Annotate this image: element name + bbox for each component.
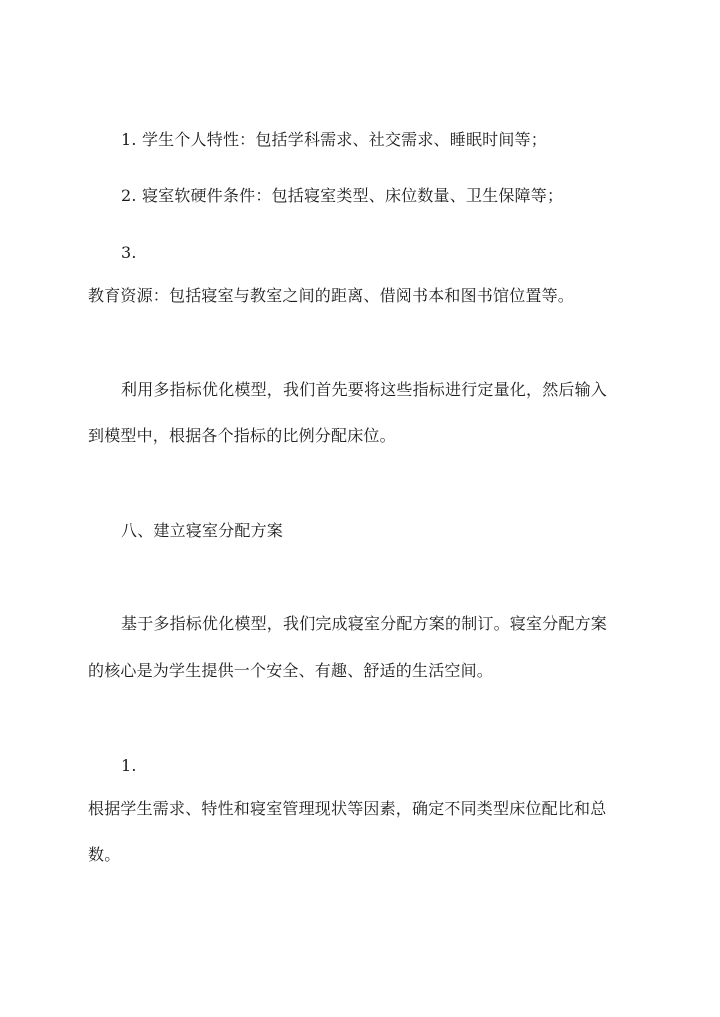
list-item-number-3: 3.	[121, 243, 137, 262]
section-heading-8: 八、建立寝室分配方案	[121, 521, 284, 540]
list2-item-number-1: 1.	[121, 756, 137, 775]
list-item-student-traits: 1. 学生个人特性：包括学科需求、社交需求、睡眠时间等；	[121, 130, 547, 149]
paragraph-model-line-2: 到模型中，根据各个指标的比例分配床位。	[88, 426, 396, 445]
list-item-education-resources: 教育资源：包括寝室与教室之间的距离、借阅书本和图书馆位置等。	[88, 286, 575, 305]
paragraph-plan-line-1: 基于多指标优化模型，我们完成寝室分配方案的制订。寝室分配方案	[121, 614, 608, 633]
list-item-dorm-conditions: 2. 寝室软硬件条件：包括寝室类型、床位数量、卫生保障等；	[121, 186, 564, 205]
paragraph-plan-line-2: 的核心是为学生提供一个安全、有趣、舒适的生活空间。	[88, 661, 494, 680]
list2-item-1-line-1: 根据学生需求、特性和寝室管理现状等因素，确定不同类型床位配比和总	[88, 799, 607, 818]
list2-item-1-line-2: 数。	[88, 845, 121, 864]
paragraph-model-line-1: 利用多指标优化模型，我们首先要将这些指标进行定量化，然后输入	[121, 380, 608, 399]
